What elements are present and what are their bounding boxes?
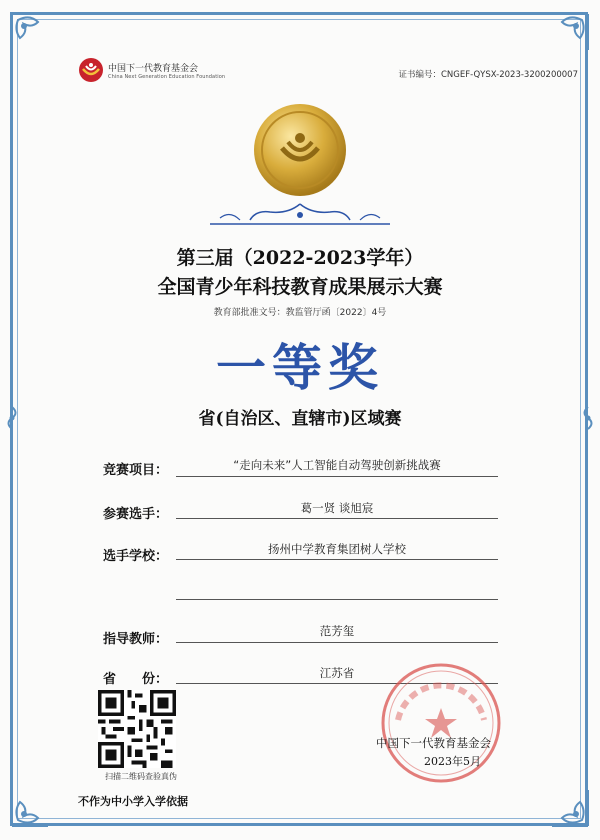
qr-code-icon[interactable] [98,690,176,768]
field-underline [176,518,498,519]
field-label-contestants: 参赛选手： [103,507,169,522]
competition-title-line1: 第三届（2022-2023学年） [176,247,424,269]
corner-ornament-icon [8,10,54,56]
disclaimer-text: 不作为中小学入学依据 [78,795,188,808]
corner-ornament-icon [8,784,54,830]
certificate-number: 证书编号：CNGEF-QYSX-2023-3200200007 [398,70,578,80]
award-level: 一等奖 [216,338,384,397]
field-underline-blank [176,599,498,600]
corner-ornament-icon [546,10,592,56]
title-divider-ornament [200,200,400,230]
field-value-instructor: 范芳玺 [319,624,355,638]
corner-ornament-icon [546,784,592,830]
approval-document-number: 教育部批准文号：教监管厅函〔2022〕4号 [213,308,387,318]
field-value-province: 江苏省 [319,666,355,680]
field-label-school: 选手学校： [103,549,169,564]
field-underline [176,559,498,560]
field-label-instructor: 指导教师： [103,632,169,647]
issuer-name: 中国下一代教育基金会 [376,736,491,750]
field-underline [176,476,498,477]
competition-title-line2: 全国青少年科技教育成果展示大赛 [157,276,443,298]
field-label-project: 竞赛项目： [103,463,169,478]
logo-name-cn: 中国下一代教育基金会 [108,63,199,74]
foundation-logo [78,52,228,88]
foundation-logo-icon [78,57,104,83]
logo-name-en: China Next Generation Education Foundation [108,73,226,80]
field-underline [176,642,498,643]
field-value-project: “走向未来”人工智能自动驾驶创新挑战赛 [233,458,441,472]
gold-medal-icon [252,102,348,198]
qr-caption: 扫描二维码查验真伪 [105,772,177,781]
issue-date: 2023年5月 [424,755,481,768]
field-label-province: 省 份： [103,672,169,687]
field-value-contestants: 葛一贤 谈旭宸 [300,501,374,515]
competition-stage: 省(自治区、直辖市)区域赛 [198,409,402,429]
field-value-school: 扬州中学教育集团树人学校 [268,542,406,556]
